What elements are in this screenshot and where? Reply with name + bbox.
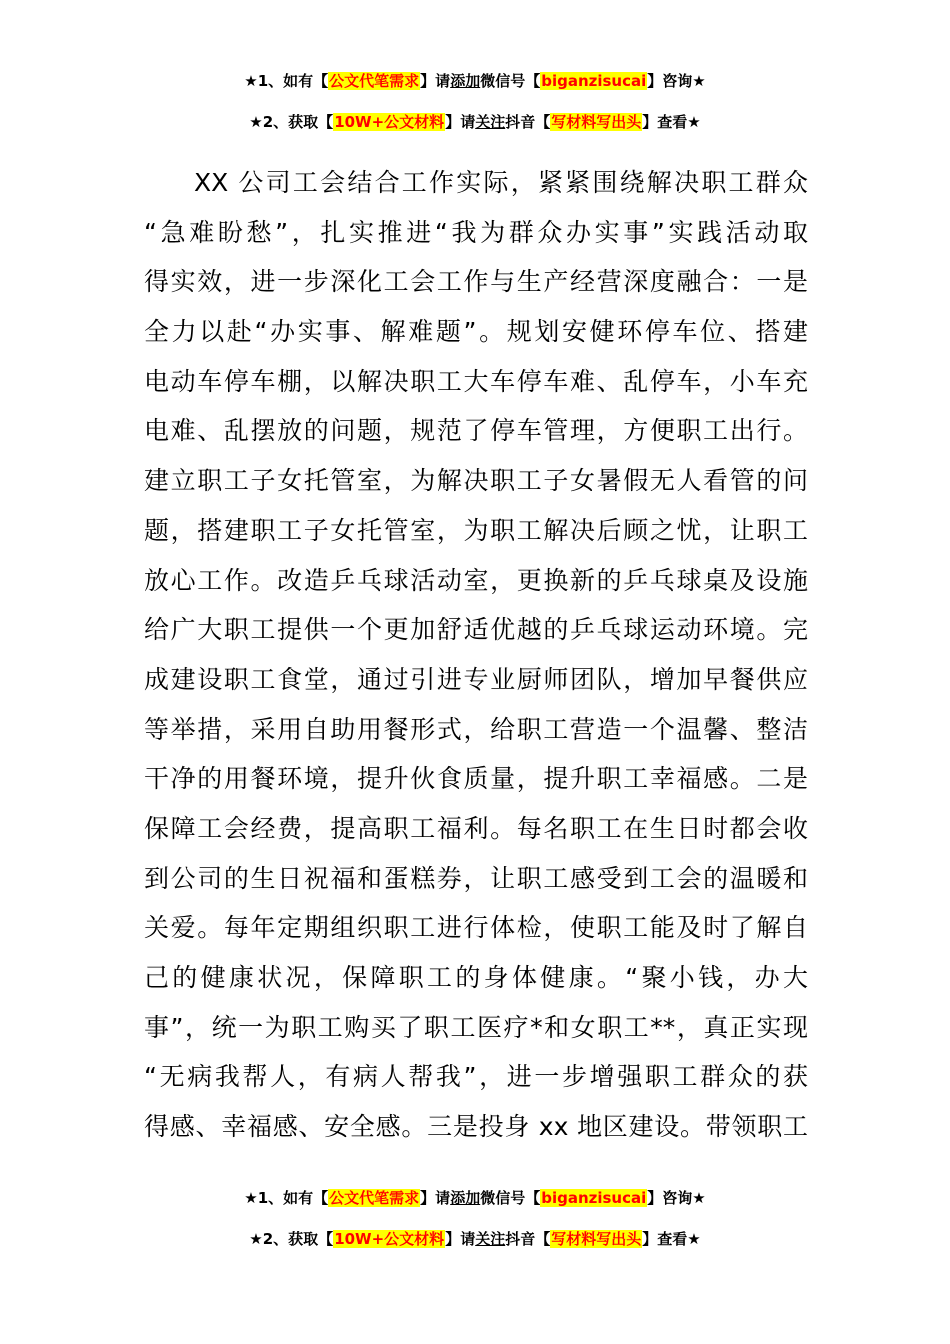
body-line: 题，搭建职工子女托管室，为职工解决后顾之忧，让职工 — [144, 515, 808, 545]
banner-text: 】请 — [445, 1230, 476, 1248]
banner-underlined-text: 添加 — [450, 1189, 481, 1207]
banner-prefix: ★2、获取【 — [249, 1230, 334, 1248]
body-line: 电难、乱摆放的问题，规范了停车管理，方便职工出行。 — [144, 416, 808, 446]
body-line: 建立职工子女托管室，为解决职工子女暑假无人看管的问 — [144, 466, 808, 496]
banner-highlight: 公文代笔需求 — [329, 1189, 420, 1207]
promo-banner-line-2 — [0, 111, 950, 133]
document-body — [144, 158, 808, 1152]
promo-banner-line-2-footer — [0, 1228, 950, 1250]
banner-douyin-account: 写材料写出头 — [551, 113, 642, 131]
body-line: 己的健康状况，保障职工的身体健康。“聚小钱，办大 — [144, 963, 808, 992]
banner-text: 微信号【 — [480, 1189, 541, 1207]
banner-prefix: ★1、如有【 — [244, 1189, 329, 1207]
body-line: 保障工会经费，提高职工福利。每名职工在生日时都会收 — [144, 813, 808, 843]
body-line: 等举措，采用自助用餐形式，给职工营造一个温馨、整洁 — [144, 714, 808, 744]
banner-underlined-text: 关注 — [475, 1230, 506, 1248]
banner-text: 】请 — [420, 1189, 451, 1207]
promo-banner-line-1 — [0, 70, 950, 92]
banner-wechat-id: biganzisucai — [541, 72, 647, 90]
banner-suffix: 】咨询★ — [647, 72, 706, 90]
banner-underlined-text: 添加 — [450, 72, 481, 90]
body-line: XX 公司工会结合工作实际，紧紧围绕解决职工群众 — [194, 168, 808, 197]
body-line: 电动车停车棚，以解决职工大车停车难、乱停车，小车充 — [144, 366, 808, 396]
body-line: 事”，统一为职工购买了职工医疗*和女职工**，真正实现 — [144, 1012, 808, 1042]
body-line: 成建设职工食堂，通过引进专业厨师团队，增加早餐供应 — [144, 664, 808, 694]
body-line: “急难盼愁”，扎实推进“我为群众办实事”实践活动取 — [144, 217, 808, 247]
body-line: “无病我帮人，有病人帮我”，进一步增强职工群众的获 — [144, 1062, 808, 1092]
banner-prefix: ★1、如有【 — [244, 72, 329, 90]
body-line: 放心工作。改造乒乓球活动室，更换新的乒乓球桌及设施 — [144, 565, 808, 595]
banner-highlight: 10W+公文材料 — [334, 1230, 445, 1248]
banner-suffix: 】查看★ — [642, 1230, 701, 1248]
banner-text: 抖音【 — [505, 113, 551, 131]
promo-banner-line-1-footer — [0, 1187, 950, 1209]
banner-suffix: 】查看★ — [642, 113, 701, 131]
banner-wechat-id: biganzisucai — [541, 1189, 647, 1207]
banner-highlight: 10W+公文材料 — [334, 113, 445, 131]
body-line: 到公司的生日祝福和蛋糕券，让职工感受到工会的温暖和 — [144, 863, 808, 893]
banner-underlined-text: 关注 — [475, 113, 506, 131]
banner-douyin-account: 写材料写出头 — [551, 1230, 642, 1248]
banner-text: 】请 — [445, 113, 476, 131]
body-line: 全力以赴“办实事、解难题”。规划安健环停车位、搭建 — [144, 317, 808, 347]
body-line: 干净的用餐环境，提升伙食质量，提升职工幸福感。二是 — [144, 764, 808, 794]
banner-prefix: ★2、获取【 — [249, 113, 334, 131]
body-line: 得感、幸福感、安全感。三是投身 xx 地区建设。带领职工 — [144, 1112, 808, 1142]
body-line: 给广大职工提供一个更加舒适优越的乒乓球运动环境。完 — [144, 615, 808, 645]
banner-text: 抖音【 — [505, 1230, 551, 1248]
banner-text: 微信号【 — [480, 72, 541, 90]
body-line: 得实效，进一步深化工会工作与生产经营深度融合：一是 — [144, 267, 808, 297]
banner-suffix: 】咨询★ — [647, 1189, 706, 1207]
banner-text: 】请 — [420, 72, 451, 90]
body-line: 关爱。每年定期组织职工进行体检，使职工能及时了解自 — [144, 913, 808, 943]
banner-highlight: 公文代笔需求 — [329, 72, 420, 90]
